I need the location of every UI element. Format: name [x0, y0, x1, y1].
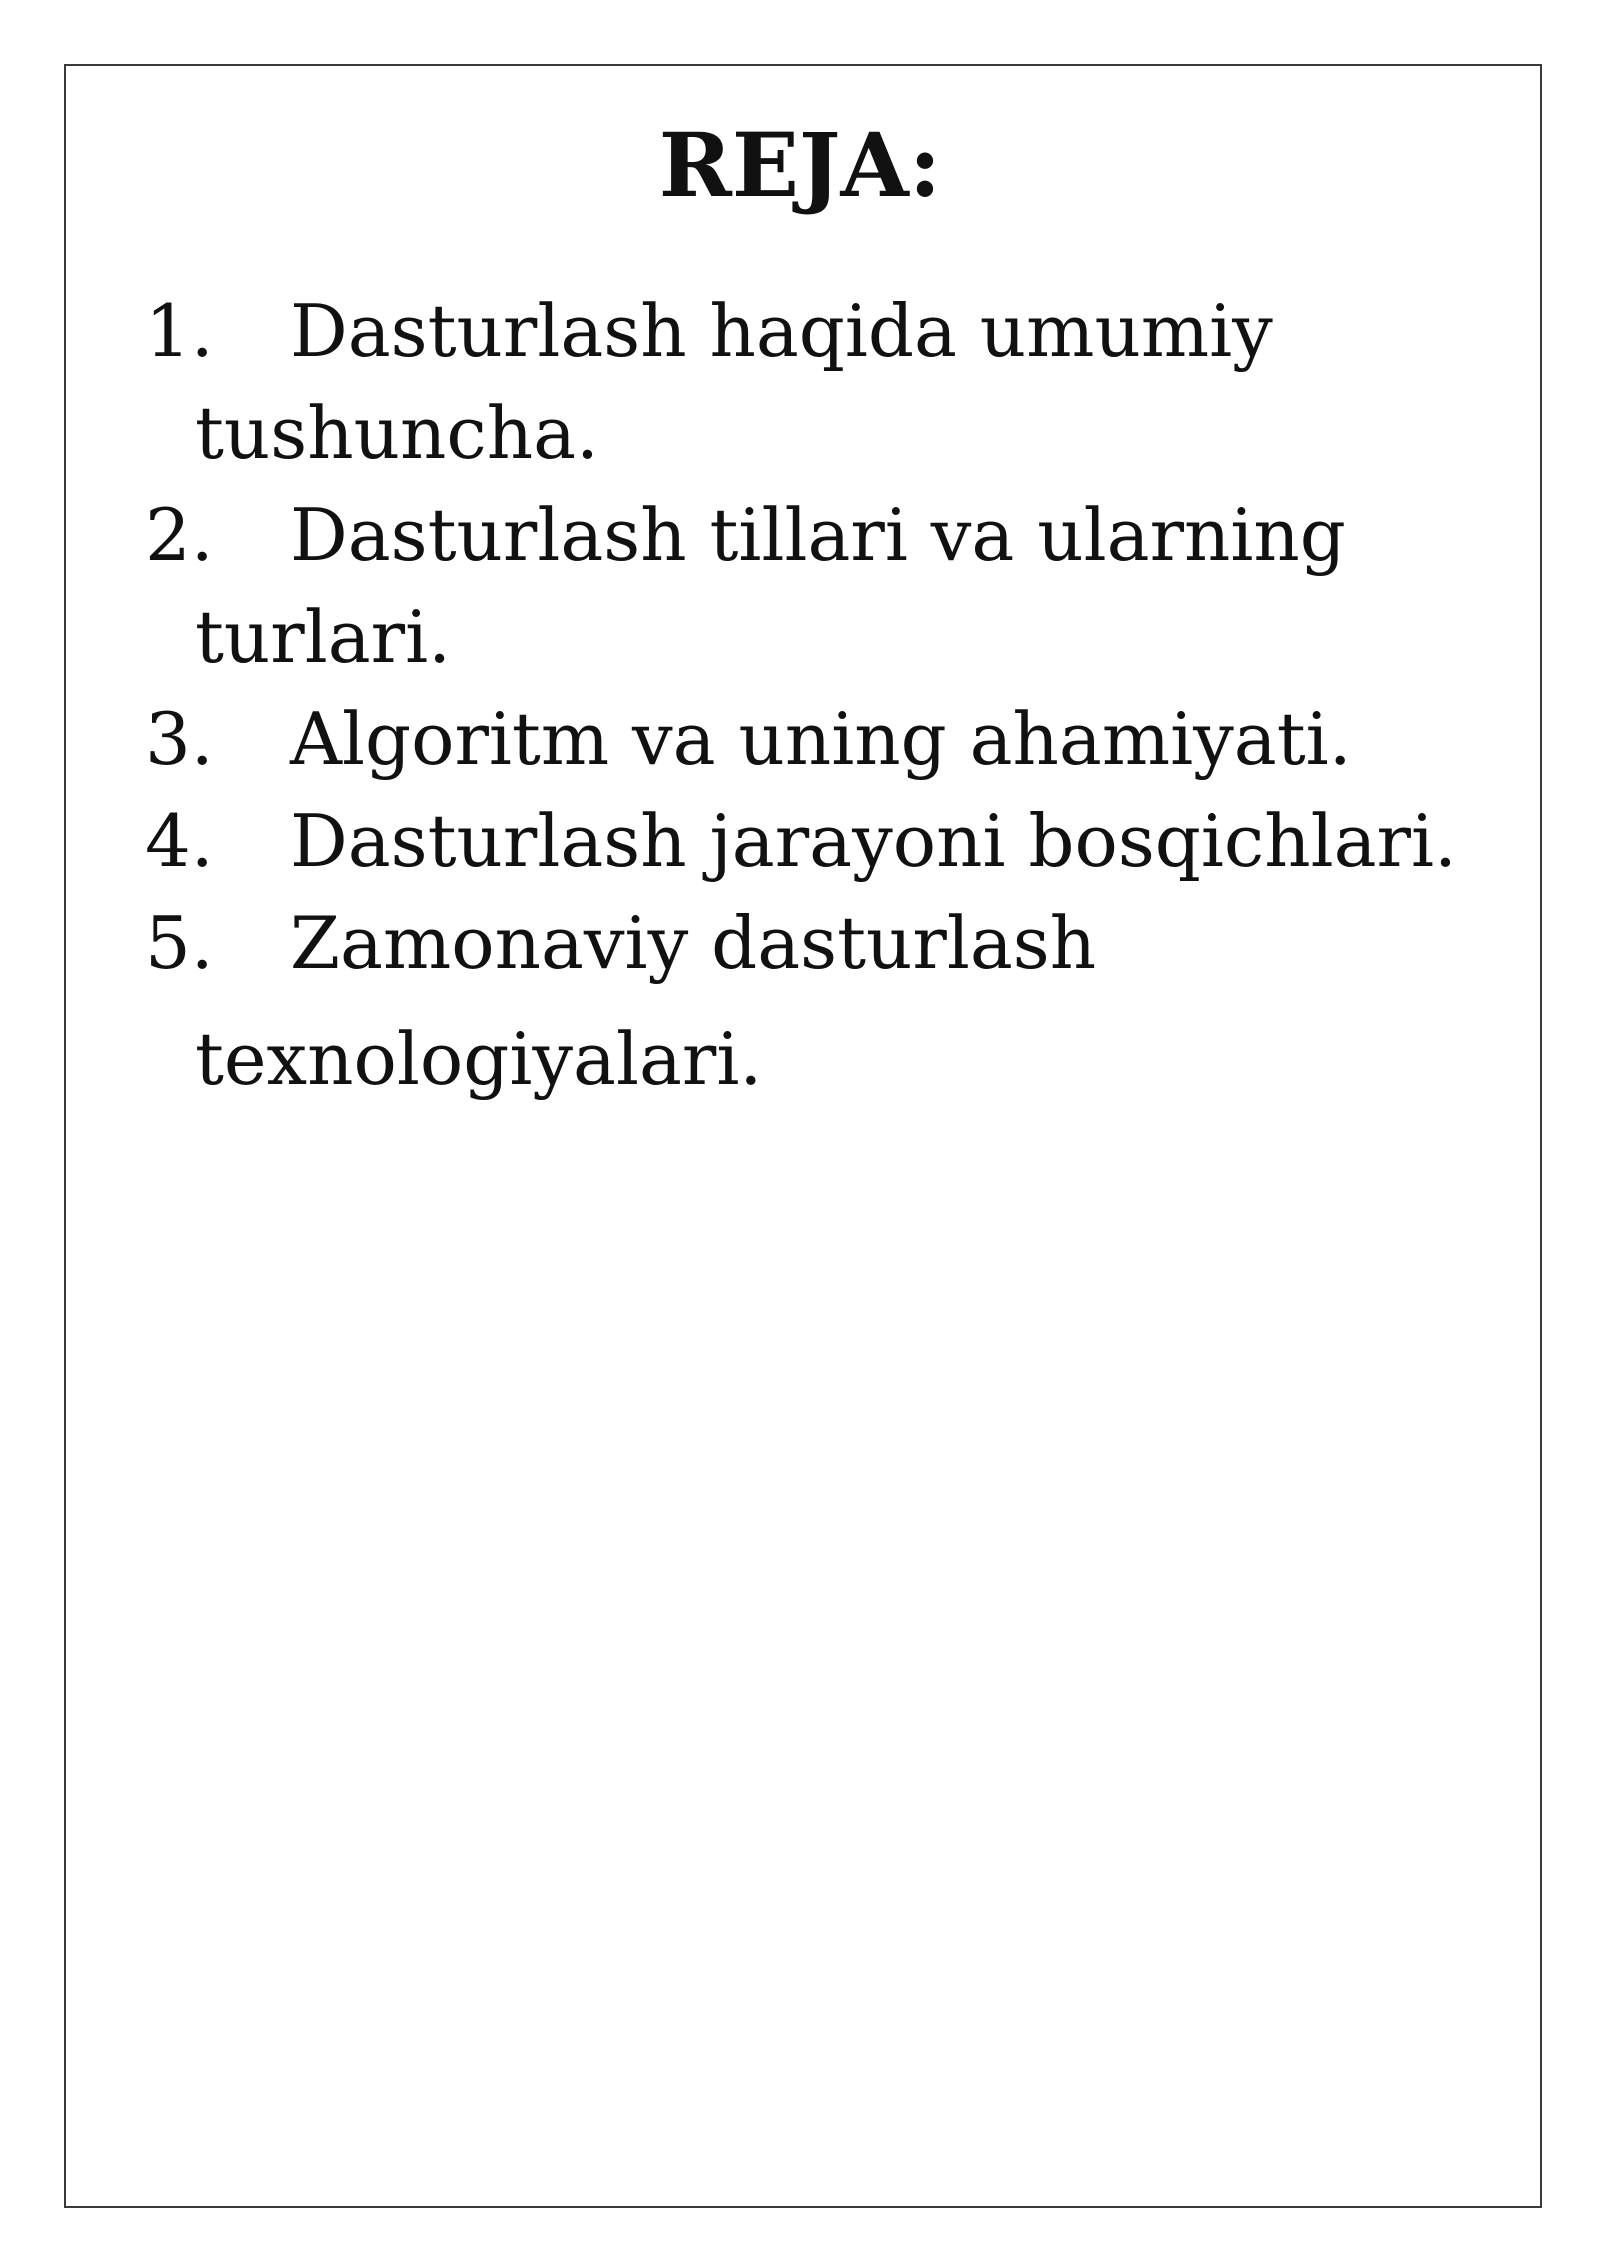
item-text: [290, 790, 1505, 892]
item-number: 1.: [145, 289, 214, 373]
item-text-line: Dasturlash jarayoni bosqichlari.: [290, 799, 1457, 883]
item-text-continuation: tushuncha.: [195, 391, 599, 475]
item-number: 4.: [145, 799, 214, 883]
item-text-line: Algoritm va uning ahamiyati.: [290, 697, 1352, 781]
item-text-line: Dasturlash tillari va ularning: [290, 493, 1346, 577]
list-item: [145, 280, 1505, 484]
item-text-line: Dasturlash haqida umumiy: [290, 289, 1273, 373]
plan-list: [145, 280, 1505, 1110]
item-number: 3.: [145, 697, 214, 781]
list-item: [145, 484, 1505, 688]
item-number: 5.: [145, 901, 214, 985]
item-text: [195, 892, 1505, 1110]
item-text: [195, 280, 1505, 484]
list-item: [145, 790, 1505, 892]
item-number: 2.: [145, 493, 214, 577]
list-item: [145, 892, 1505, 1110]
item-text-line: Zamonaviy dasturlash: [290, 901, 1097, 985]
item-text: [195, 484, 1505, 688]
item-text: [290, 688, 1505, 790]
list-item: [145, 688, 1505, 790]
item-text-continuation: texnologiyalari.: [195, 1017, 763, 1101]
page-title: REJA:: [658, 113, 942, 217]
item-text-continuation: turlari.: [195, 595, 452, 679]
